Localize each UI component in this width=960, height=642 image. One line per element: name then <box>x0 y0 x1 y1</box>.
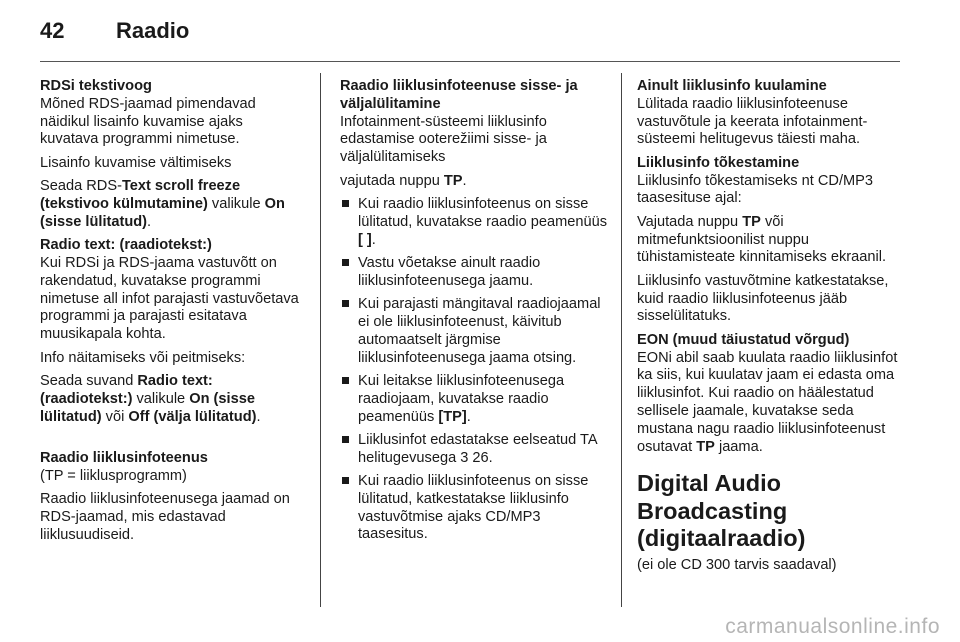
display-term: [ ] <box>358 231 372 248</box>
button-term: TP <box>443 172 463 189</box>
bullet-icon <box>342 200 349 207</box>
page-number: 42 <box>40 18 65 43</box>
paragraph: Raadio liiklusinfoteenusega jaamad on RDS-jaamad, mis edastavad liiklusuudiseid. <box>40 491 290 543</box>
chapter-heading-dab: Digital Audio Broadcasting (digitaalraadio) <box>637 470 806 552</box>
section-heading-radio-text: Radio text: (raadiotekst:) <box>40 237 212 254</box>
section-heading-traffic-service: Raadio liiklusinfoteenus <box>40 449 208 466</box>
paragraph-instruction: Seada RDS-Text scroll freeze (tekstivoo külmutamine) valikule On (sisse lülitatud). <box>40 178 285 230</box>
paragraph: Kui RDSi ja RDS-jaama vastuvõtt on rakendatud, kuvatakse programmi nimetuse all infot parajasti vastuvõetava programmi ja parajasti esitatava muusikapala kohta. <box>40 254 299 343</box>
column-1 <box>40 78 305 550</box>
section-heading-rds-text-scroll: RDSi tekstivoog <box>40 78 152 94</box>
button-term: TP <box>696 438 715 455</box>
page-reference-icon: 3 <box>460 449 469 466</box>
paragraph: Liiklusinfo tõkestamiseks nt CD/MP3 taasesituse ajal: <box>637 172 874 207</box>
bullet-icon <box>342 377 349 384</box>
spacer <box>40 432 305 450</box>
paragraph: Mõned RDS-jaamad pimendavad näidikul lisainfo kuvamise ajaks kuvatava programmi nimetuse. <box>40 95 256 148</box>
menu-term: On (sisse lülitatud) <box>40 390 255 425</box>
button-term: TP <box>742 213 761 230</box>
bullet-icon <box>342 436 349 443</box>
list-item: Liiklusinfot edastatakse eelseatud TA helitugevusega 3 26. <box>340 432 608 468</box>
bullet-icon <box>342 477 349 484</box>
column-3 <box>637 78 907 580</box>
page-title: Raadio <box>116 18 190 43</box>
list-item: Kui raadio liiklusinfoteenus on sisse lülitatud, katkestatakse liiklusinfo vastuvõtmise ajaks CD/MP3 taasesitus. <box>340 473 608 544</box>
section-heading-traffic-only: Ainult liiklusinfo kuulamine <box>637 78 827 94</box>
menu-term: Off (välja lülitatud) <box>128 408 257 425</box>
paragraph-instruction: Seada suvand Radio text: (raadiotekst:) valikule On (sisse lülitatud) või Off (välja lülitatud). <box>40 372 261 425</box>
column-2 <box>340 78 608 550</box>
list-item: Kui parajasti mängitaval raadiojaamal ei ole liiklusinfoteenust, käivitub automaatselt järgmise liiklusinfoteenusega jaama otsing. <box>340 296 608 367</box>
paragraph: Lülitada raadio liiklusinfoteenuse vastuvõtule ja keerata infotainment-süsteemi helitugevus täiesti maha. <box>637 95 868 148</box>
paragraph: (ei ole CD 300 tarvis saadaval) <box>637 556 837 573</box>
menu-term: Text scroll freeze (tekstivoo külmutamine) <box>40 178 241 212</box>
paragraph: (TP = liiklusprogramm) <box>40 467 187 484</box>
menu-term: On (sisse lülitatud) <box>40 195 285 230</box>
watermark: carmanualsonline.info <box>725 615 940 638</box>
column-divider-1 <box>320 73 321 607</box>
menu-term: Radio text: (raadiotekst:) <box>40 372 213 407</box>
section-heading-eon: EON (muud täiustatud võrgud) <box>637 331 850 348</box>
list-item: Kui raadio liiklusinfoteenus on sisse lülitatud, kuvatakse raadio peamenüüs [ ]. <box>340 196 608 249</box>
paragraph: Liiklusinfo vastuvõtmine katkestatakse, kuid raadio liiklusinfoteenus jääb sisselülitatuks. <box>637 272 889 325</box>
display-term: [TP] <box>438 408 467 425</box>
section-heading-traffic-toggle: Raadio liiklusinfoteenuse sisse- ja väljalülitamine <box>340 78 578 112</box>
column-divider-2 <box>621 73 622 607</box>
paragraph: Infotainment-süsteemi liiklusinfo edastamise ooterežiimi sisse- ja väljalülitamiseks <box>340 113 547 166</box>
paragraph: Info näitamiseks või peitmiseks: <box>40 349 246 366</box>
list-item: Kui leitakse liiklusinfoteenusega raadiojaam, kuvatakse raadio peamenüüs [TP]. <box>340 373 608 426</box>
header-rule <box>40 61 900 62</box>
bullet-icon <box>342 300 349 307</box>
paragraph-instruction: Vajutada nuppu TP või mitmefunktsioonilist nuppu tühistamisteate kinnitamiseks ekraanil. <box>637 213 887 266</box>
bullet-icon <box>342 259 349 266</box>
list-item: Vastu võetakse ainult raadio liiklusinfoteenusega jaamu. <box>340 255 608 291</box>
paragraph: EONi abil saab kuulata raadio liiklusinfot ka siis, kui kuulatav jaam ei edasta oma liiklusinfot. Kui raadio on häälestatud sellisele jaamale, kuvatakse seda mustana nagu raadio liiklusinfoteenust osutavat TP jaama. <box>637 349 898 455</box>
section-heading-traffic-block: Liiklusinfo tõkestamine <box>637 154 800 171</box>
paragraph: Lisainfo kuvamise vältimiseks <box>40 154 232 171</box>
paragraph-instruction: vajutada nuppu TP. <box>340 172 467 189</box>
